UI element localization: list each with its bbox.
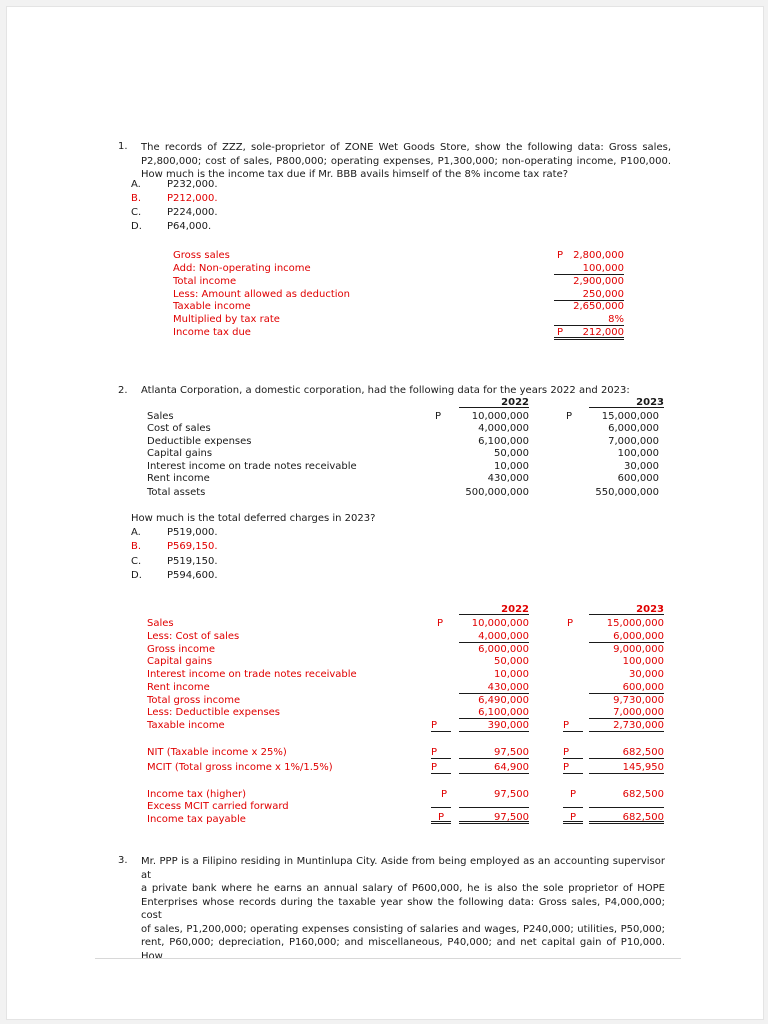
q2-peso: P bbox=[435, 411, 442, 422]
q2-sol-2023: 2,730,000 bbox=[589, 720, 664, 732]
q2-sol-2022: 6,100,000 bbox=[459, 707, 529, 719]
q2-row-2022: 430,000 bbox=[487, 473, 529, 484]
q2-excess-label: Excess MCIT carried forward bbox=[147, 801, 289, 812]
q2-sol-label: Taxable income bbox=[147, 720, 225, 731]
q2-nit-label: NIT (Taxable income x 25%) bbox=[147, 747, 287, 758]
q2-row-2022: 10,000 bbox=[494, 461, 529, 472]
q2-row-2023: 6,000,000 bbox=[608, 423, 659, 434]
q2-row-label: Deductible expenses bbox=[147, 436, 252, 447]
q3-text bbox=[141, 855, 665, 963]
q2-sol-label: Rent income bbox=[147, 682, 210, 693]
q1-sol-label: Multiplied by tax rate bbox=[173, 314, 280, 325]
q1-sol-amount: 2,800,000 bbox=[573, 250, 624, 261]
q2-nit-peso: P bbox=[431, 747, 451, 759]
q1-choice-c: P224,000. bbox=[167, 207, 218, 218]
q2-sol-peso: P bbox=[431, 720, 451, 732]
q2-tax-peso: P bbox=[441, 789, 448, 800]
q2-row-2023: 15,000,000 bbox=[601, 411, 659, 422]
q2-tax-label: Income tax (higher) bbox=[147, 789, 246, 800]
q2-sol-2022: 6,000,000 bbox=[478, 644, 529, 655]
q1-line-1: The records of ZZZ, sole-proprietor of ZONE Wet Goods Store, show the following data: Gross sales, bbox=[141, 142, 671, 153]
q2-choice-a-letter: A. bbox=[131, 527, 141, 538]
q1-sol-amount: 100,000 bbox=[554, 263, 624, 275]
q2-mcit-peso: P bbox=[431, 762, 451, 774]
q3-line-3: Enterprises whose records during the taxable year show the following data: Gross sales, P4,000,000; cost bbox=[141, 896, 665, 921]
q2-payable-2023: 682,500 bbox=[589, 807, 664, 824]
q2-sol-2022: 10,000,000 bbox=[471, 618, 529, 629]
q2-row-2022: 50,000 bbox=[494, 448, 529, 459]
q2-sol-2023: 9,730,000 bbox=[613, 695, 664, 706]
q2-choice-a: P519,000. bbox=[167, 527, 218, 538]
q2-sol-label: Less: Cost of sales bbox=[147, 631, 240, 642]
q2-row-2023: 7,000,000 bbox=[608, 436, 659, 447]
q3-line-1: Mr. PPP is a Filipino residing in Muntinlupa City. Aside from being employed as an accounting supervisor at bbox=[141, 856, 665, 881]
q2-sol-2022: 50,000 bbox=[494, 656, 529, 667]
q1-sol-amount-total: 212,000 bbox=[554, 327, 624, 340]
q1-sol-label: Less: Amount allowed as deduction bbox=[173, 289, 351, 300]
q2-year-2022: 2022 bbox=[459, 397, 529, 408]
q2-choice-d: P594,600. bbox=[167, 570, 218, 581]
q2-mcit-2022: 64,900 bbox=[459, 762, 529, 774]
q1-choice-b-letter: B. bbox=[131, 193, 142, 204]
q1-number: 1. bbox=[118, 141, 128, 152]
q2-row-2023: 600,000 bbox=[617, 473, 659, 484]
q2-payable-peso: P bbox=[563, 807, 583, 824]
q1-choice-d: P64,000. bbox=[167, 221, 212, 232]
q2-nit-peso: P bbox=[563, 747, 583, 759]
q2-row-label: Rent income bbox=[147, 473, 210, 484]
q1-sol-label: Income tax due bbox=[173, 327, 251, 338]
q2-choice-c: P519,150. bbox=[167, 556, 218, 567]
q2-tax-peso: P bbox=[570, 789, 577, 800]
q2-row-2023: 550,000,000 bbox=[595, 487, 659, 498]
q2-payable-2022: 97,500 bbox=[459, 807, 529, 824]
q2-nit-2022: 97,500 bbox=[459, 747, 529, 759]
q3-line-4: of sales, P1,200,000; operating expenses consisting of salaries and wages, P240,000; utilities, P50,000; bbox=[141, 923, 665, 935]
q2-row-2022: 6,100,000 bbox=[478, 436, 529, 447]
q1-sol-amount: 2,650,000 bbox=[573, 301, 624, 312]
q2-row-label: Cost of sales bbox=[147, 423, 211, 434]
q2-sol-peso: P bbox=[563, 720, 583, 732]
q1-sol-peso: P bbox=[557, 250, 564, 261]
q2-sol-peso: P bbox=[437, 618, 444, 629]
q2-mcit-2023: 145,950 bbox=[589, 762, 664, 774]
q2-sol-2023: 600,000 bbox=[589, 682, 664, 694]
page-divider bbox=[95, 958, 681, 959]
q3-number: 3. bbox=[118, 855, 128, 866]
q1-sol-label: Add: Non-operating income bbox=[173, 263, 311, 274]
q3-line-2: a private bank where he earns an annual salary of P600,000, he is also the sole proprietor of HOPE bbox=[141, 883, 665, 894]
q2-sol-2022: 6,490,000 bbox=[478, 695, 529, 706]
q2-year-2023: 2023 bbox=[589, 397, 664, 408]
q1-choice-d-letter: D. bbox=[131, 221, 142, 232]
q1-sol-peso: P bbox=[557, 327, 564, 338]
q2-sol-year-2022: 2022 bbox=[459, 604, 529, 615]
q2-row-label: Sales bbox=[147, 411, 174, 422]
q2-sol-2023: 30,000 bbox=[629, 669, 664, 680]
q2-sol-2022: 10,000 bbox=[494, 669, 529, 680]
q1-line-3: How much is the income tax due if Mr. BBB avails himself of the 8% income tax rate? bbox=[141, 169, 569, 180]
q2-sol-label: Less: Deductible expenses bbox=[147, 707, 281, 718]
q2-mcit-label: MCIT (Total gross income x 1%/1.5%) bbox=[147, 762, 333, 773]
q2-sol-2023: 15,000,000 bbox=[606, 618, 664, 629]
q2-row-2023: 30,000 bbox=[624, 461, 659, 472]
q2-tax-2022: 97,500 bbox=[494, 789, 529, 800]
q2-sol-peso: P bbox=[567, 618, 574, 629]
q1-sol-label: Gross sales bbox=[173, 250, 230, 261]
q2-number: 2. bbox=[118, 385, 128, 396]
q2-row-label: Total assets bbox=[147, 487, 206, 498]
q1-choice-c-letter: C. bbox=[131, 207, 142, 218]
q2-sol-2022: 390,000 bbox=[459, 720, 529, 732]
document-page bbox=[6, 6, 764, 1020]
q2-mcit-peso: P bbox=[563, 762, 583, 774]
q2-choice-b-answer: P569,150. bbox=[167, 541, 218, 552]
q2-sol-2023: 9,000,000 bbox=[613, 644, 664, 655]
q1-text bbox=[141, 141, 671, 182]
q1-line-2: P2,800,000; cost of sales, P800,000; operating expenses, P1,300,000; non-operating income, P100,000. bbox=[141, 155, 671, 167]
q1-choice-b-answer: P212,000. bbox=[167, 193, 218, 204]
q2-row-2023: 100,000 bbox=[617, 448, 659, 459]
q2-sol-2022: 430,000 bbox=[459, 682, 529, 694]
q2-row-label: Capital gains bbox=[147, 448, 213, 459]
q2-sol-label: Gross income bbox=[147, 644, 215, 655]
q2-sol-2023: 6,000,000 bbox=[589, 631, 664, 643]
q1-sol-amount: 8% bbox=[554, 314, 624, 326]
q2-sol-label: Capital gains bbox=[147, 656, 213, 667]
q1-sol-amount: 2,900,000 bbox=[573, 276, 624, 287]
q2-sol-label: Interest income on trade notes receivable bbox=[147, 669, 357, 680]
q2-tax-2023: 682,500 bbox=[622, 789, 664, 800]
q2-sol-year-2023: 2023 bbox=[589, 604, 664, 615]
q1-choice-a: P232,000. bbox=[167, 179, 218, 190]
q2-sol-2022: 4,000,000 bbox=[459, 631, 529, 643]
q2-sol-label: Sales bbox=[147, 618, 174, 629]
q1-choice-a-letter: A. bbox=[131, 179, 141, 190]
q2-intro: Atlanta Corporation, a domestic corporation, had the following data for the years 2022 and 2023: bbox=[141, 385, 630, 396]
q2-row-2022: 10,000,000 bbox=[471, 411, 529, 422]
q2-peso: P bbox=[566, 411, 573, 422]
q2-choice-b-letter: B. bbox=[131, 541, 142, 552]
q2-nit-2023: 682,500 bbox=[589, 747, 664, 759]
q2-row-2022: 4,000,000 bbox=[478, 423, 529, 434]
q2-choice-c-letter: C. bbox=[131, 556, 142, 567]
q2-question: How much is the total deferred charges in 2023? bbox=[131, 513, 376, 524]
q2-payable-label: Income tax payable bbox=[147, 814, 246, 825]
q2-payable-peso: P bbox=[431, 807, 451, 824]
q2-sol-2023: 100,000 bbox=[622, 656, 664, 667]
q2-choice-d-letter: D. bbox=[131, 570, 142, 581]
q2-sol-label: Total gross income bbox=[147, 695, 241, 706]
q3-line-5: rent, P60,000; depreciation, P160,000; and miscellaneous, P40,000; and net capital gain of P10,000. How bbox=[141, 937, 665, 962]
q1-sol-amount: 250,000 bbox=[554, 289, 624, 301]
q2-row-label: Interest income on trade notes receivable bbox=[147, 461, 357, 472]
q1-sol-label: Taxable income bbox=[173, 301, 251, 312]
q2-sol-2023: 7,000,000 bbox=[589, 707, 664, 719]
q2-row-2022: 500,000,000 bbox=[465, 487, 529, 498]
q1-sol-label: Total income bbox=[173, 276, 237, 287]
